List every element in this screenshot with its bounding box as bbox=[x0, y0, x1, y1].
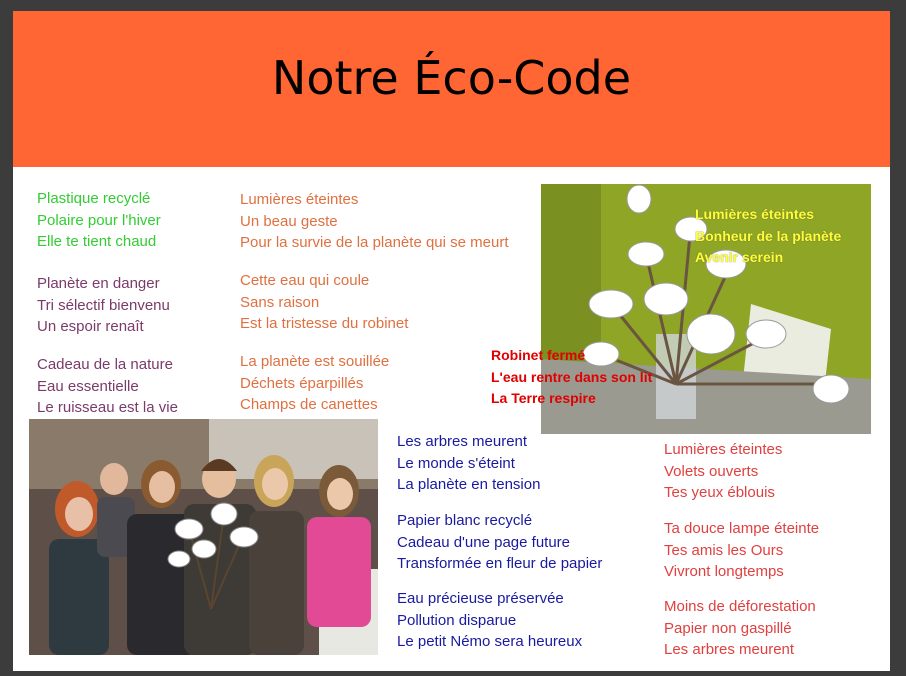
poem-line: La planète est souillée bbox=[240, 353, 390, 370]
poem-volets bbox=[664, 439, 782, 504]
group-illustration bbox=[29, 419, 378, 655]
poem-line: Cadeau d'une page future bbox=[397, 533, 571, 551]
poem-line: Papier non gaspillé bbox=[664, 619, 792, 637]
poem-line: Tes yeux éblouis bbox=[664, 484, 775, 502]
poem-line: Cette eau qui coule bbox=[240, 272, 370, 289]
poem-line: L'eau rentre dans son lit bbox=[491, 368, 653, 385]
poem-line: Le monde s'éteint bbox=[397, 454, 515, 472]
poem-line: Les arbres meurent bbox=[664, 641, 795, 659]
poem-line: Planète en danger bbox=[37, 275, 160, 292]
caption-line: Avenir serein bbox=[695, 249, 784, 265]
poem-line: Pollution disparue bbox=[397, 611, 517, 629]
poem-line: Vivront longtemps bbox=[664, 563, 784, 581]
poem-line: Les arbres meurent bbox=[397, 433, 528, 450]
poem-line: Tri sélectif bienvenu bbox=[37, 296, 170, 314]
poem-line: Sans raison bbox=[240, 293, 320, 311]
poem-line: Tes amis les Ours bbox=[664, 541, 784, 559]
poem-arbres bbox=[397, 431, 540, 496]
poem-line: Déchets éparpillés bbox=[240, 374, 364, 392]
poem-eau bbox=[240, 270, 408, 335]
poem-line: Plastique recyclé bbox=[37, 190, 151, 207]
poem-planete bbox=[37, 273, 170, 338]
poem-line: Eau essentielle bbox=[37, 377, 139, 395]
poem-line: Pour la survie de la planète qui se meurt bbox=[240, 234, 509, 252]
poem-line: Polaire pour l'hiver bbox=[37, 211, 161, 229]
poem-line: Eau précieuse préservée bbox=[397, 590, 564, 607]
poem-line: Le petit Némo sera heureux bbox=[397, 633, 583, 651]
caption-line: Bonheur de la planète bbox=[695, 227, 842, 244]
poem-line: Volets ouverts bbox=[664, 462, 759, 480]
poem-papier bbox=[397, 510, 602, 575]
poem-line: Ta douce lampe éteinte bbox=[664, 520, 820, 537]
poem-deforestation bbox=[664, 596, 816, 661]
poem-line: Elle te tient chaud bbox=[37, 233, 157, 251]
poem-line: Champs de canettes bbox=[240, 396, 378, 414]
caption-line: Lumières éteintes bbox=[695, 206, 815, 222]
poem-lumieres bbox=[240, 189, 508, 254]
poem-line: Papier blanc recyclé bbox=[397, 512, 533, 529]
poem-cadeau bbox=[37, 354, 178, 419]
poem-eau-precieuse bbox=[397, 588, 582, 653]
slide-title: Notre Éco-Code bbox=[271, 51, 632, 105]
poem-lampe bbox=[664, 518, 819, 583]
poem-line: Cadeau de la nature bbox=[37, 356, 173, 373]
poem-plastique bbox=[37, 188, 161, 253]
title-banner bbox=[13, 11, 890, 167]
poem-line: Un espoir renaît bbox=[37, 318, 144, 336]
poem-line: Robinet fermé bbox=[491, 347, 586, 363]
poem-line: La Terre respire bbox=[491, 390, 596, 406]
poem-line: Lumières éteintes bbox=[240, 191, 359, 208]
poem-line: Moins de déforestation bbox=[664, 598, 816, 615]
slide bbox=[13, 11, 890, 671]
poem-line: Un beau geste bbox=[240, 212, 338, 230]
poem-line: Transformée en fleur de papier bbox=[397, 555, 603, 573]
photo-caption bbox=[695, 204, 841, 269]
students-group-photo bbox=[29, 419, 378, 655]
poem-line: Est la tristesse du robinet bbox=[240, 315, 409, 333]
poem-souillee bbox=[240, 351, 389, 416]
poem-line: Le ruisseau est la vie bbox=[37, 399, 178, 417]
poem-robinet bbox=[491, 345, 652, 410]
poem-line: La planète en tension bbox=[397, 476, 541, 494]
poem-line: Lumières éteintes bbox=[664, 441, 783, 458]
